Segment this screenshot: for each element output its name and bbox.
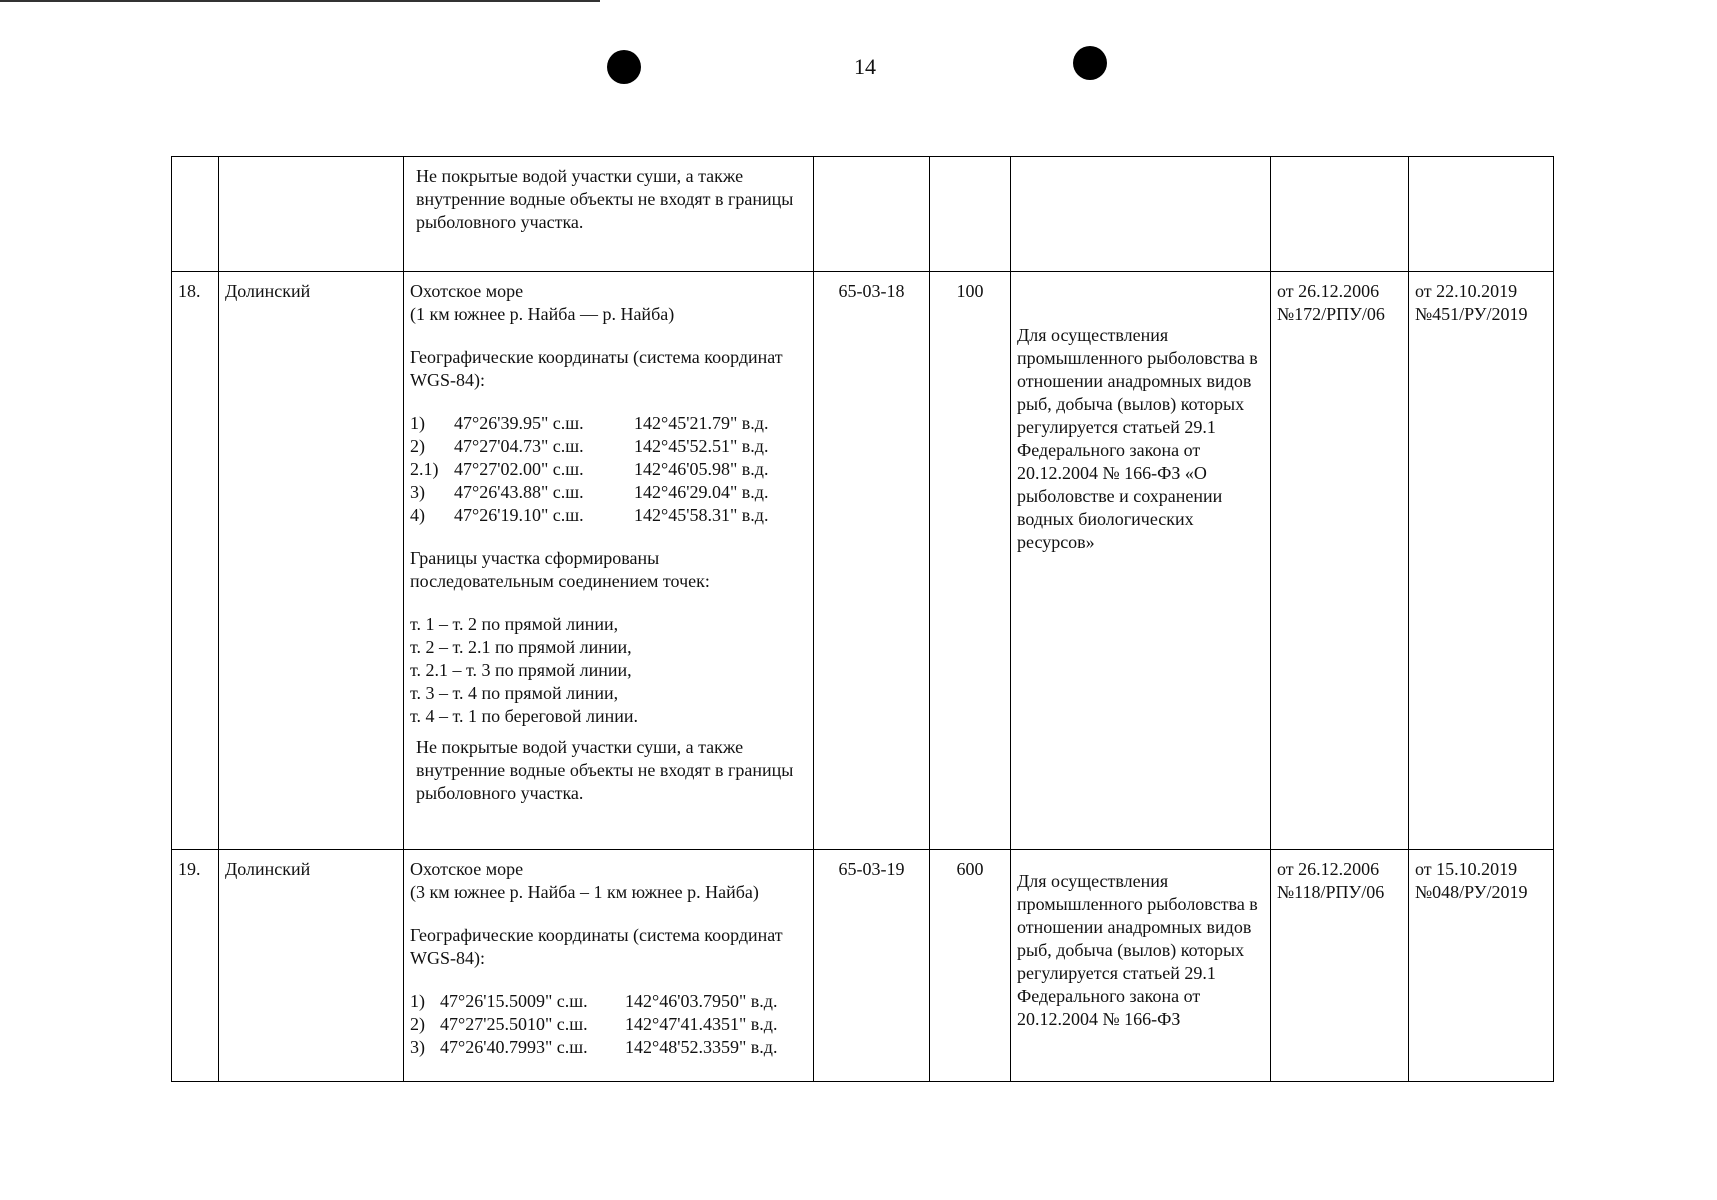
cell-doc2 xyxy=(1409,272,1554,850)
boundary-line: т. 4 – т. 1 по береговой линии. xyxy=(410,706,639,726)
area-code: 65-03-19 xyxy=(814,850,930,1082)
latitude: 47°27'02.00" с.ш. xyxy=(454,459,584,479)
note-text: Не покрытые водой участки суши, а также внутренние водные объекты не входят в границы рыболовного участка. xyxy=(416,166,794,232)
cell-doc1 xyxy=(1271,272,1409,850)
coordinate-line xyxy=(410,481,807,504)
doc2-number: №048/РУ/2019 xyxy=(1415,882,1528,902)
longitude: 142°46'03.7950" в.д. xyxy=(625,991,778,1011)
cell-doc1 xyxy=(1271,157,1409,272)
page-number: 14 xyxy=(854,54,876,79)
cell-doc2 xyxy=(1409,157,1554,272)
cell-num xyxy=(172,157,219,272)
sea-name: Охотское море xyxy=(410,281,524,301)
doc1-number: №118/РПУ/06 xyxy=(1277,882,1385,902)
cell-district xyxy=(219,157,404,272)
coordinate-line xyxy=(410,1013,807,1036)
area-size: 100 xyxy=(930,272,1011,850)
cell-description xyxy=(404,157,814,272)
longitude: 142°45'58.31" в.д. xyxy=(634,505,769,525)
coordinate-line xyxy=(410,504,807,527)
area-name: (1 км южнее р. Найба — р. Найба) xyxy=(410,304,675,324)
doc2-date: от 22.10.2019 xyxy=(1415,281,1518,301)
coordinate-line xyxy=(410,435,807,458)
punch-hole-right xyxy=(1073,46,1107,80)
boundary-line: т. 2 – т. 2.1 по прямой линии, xyxy=(410,637,632,657)
longitude: 142°45'52.51" в.д. xyxy=(634,436,769,456)
latitude: 47°27'04.73" с.ш. xyxy=(454,436,584,456)
cell-doc2 xyxy=(1409,850,1554,1082)
purpose-text xyxy=(1011,272,1271,850)
cell-code xyxy=(814,157,930,272)
table-row xyxy=(172,157,1554,272)
latitude: 47°26'40.7993" с.ш. xyxy=(440,1037,588,1057)
boundary-heading: Границы участка сформированы последовательным соединением точек: xyxy=(410,548,710,591)
cell-doc1 xyxy=(1271,850,1409,1082)
table-row xyxy=(172,272,1554,850)
geo-heading: Географические координаты (система координат WGS-84): xyxy=(410,347,783,390)
scan-top-edge xyxy=(0,0,600,2)
point-label: 2.1) xyxy=(410,459,439,479)
coordinate-line xyxy=(410,990,807,1013)
point-label: 3) xyxy=(410,1037,425,1057)
row-number: 19. xyxy=(172,850,219,1082)
purpose-value: Для осуществления промышленного рыболовства в отношении анадромных видов рыб, добыча (вылов) которых регулируется статьей 29.1 Федерального закона от 20.12.2004 № 166-ФЗ xyxy=(1017,871,1258,1029)
point-label: 3) xyxy=(410,482,425,502)
fishing-areas-table xyxy=(171,156,1554,1082)
point-label: 1) xyxy=(410,413,425,433)
latitude: 47°26'19.10" с.ш. xyxy=(454,505,584,525)
cell-description xyxy=(404,272,814,850)
cell-purpose xyxy=(1011,157,1271,272)
area-size: 600 xyxy=(930,850,1011,1082)
boundary-line: т. 1 – т. 2 по прямой линии, xyxy=(410,614,619,634)
purpose-text xyxy=(1011,850,1271,1082)
coordinate-line xyxy=(410,458,807,481)
doc1-date: от 26.12.2006 xyxy=(1277,281,1380,301)
note-text: Не покрытые водой участки суши, а также внутренние водные объекты не входят в границы рыболовного участка. xyxy=(416,737,794,803)
latitude: 47°26'15.5009" с.ш. xyxy=(440,991,588,1011)
table-row xyxy=(172,850,1554,1082)
coordinate-line xyxy=(410,1036,807,1059)
doc1-number: №172/РПУ/06 xyxy=(1277,304,1385,324)
point-label: 1) xyxy=(410,991,425,1011)
boundary-line: т. 3 – т. 4 по прямой линии, xyxy=(410,683,619,703)
district-name: Долинский xyxy=(219,850,404,1082)
doc2-date: от 15.10.2019 xyxy=(1415,859,1518,879)
cell-description xyxy=(404,850,814,1082)
district-name: Долинский xyxy=(219,272,404,850)
point-label: 2) xyxy=(410,1014,425,1034)
longitude: 142°46'05.98" в.д. xyxy=(634,459,769,479)
doc1-date: от 26.12.2006 xyxy=(1277,859,1380,879)
area-code: 65-03-18 xyxy=(814,272,930,850)
purpose-value: Для осуществления промышленного рыболовства в отношении анадромных видов рыб, добыча (вылов) которых регулируется статьей 29.1 Федерального закона от 20.12.2004 № 166-ФЗ «О рыболовстве и сохранении водных биологических ресурсов» xyxy=(1017,325,1258,552)
latitude: 47°26'39.95" с.ш. xyxy=(454,413,584,433)
coordinate-line xyxy=(410,412,807,435)
sea-name: Охотское море xyxy=(410,859,524,879)
point-label: 4) xyxy=(410,505,425,525)
geo-heading: Географические координаты (система координат WGS-84): xyxy=(410,925,783,968)
longitude: 142°46'29.04" в.д. xyxy=(634,482,769,502)
longitude: 142°45'21.79" в.д. xyxy=(634,413,769,433)
longitude: 142°47'41.4351" в.д. xyxy=(625,1014,778,1034)
cell-size xyxy=(930,157,1011,272)
longitude: 142°48'52.3359" в.д. xyxy=(625,1037,778,1057)
boundary-line: т. 2.1 – т. 3 по прямой линии, xyxy=(410,660,632,680)
latitude: 47°26'43.88" с.ш. xyxy=(454,482,584,502)
punch-hole-left xyxy=(607,50,641,84)
area-name: (3 км южнее р. Найба – 1 км южнее р. Найба) xyxy=(410,882,759,902)
doc2-number: №451/РУ/2019 xyxy=(1415,304,1528,324)
point-label: 2) xyxy=(410,436,425,456)
row-number: 18. xyxy=(172,272,219,850)
latitude: 47°27'25.5010" с.ш. xyxy=(440,1014,588,1034)
